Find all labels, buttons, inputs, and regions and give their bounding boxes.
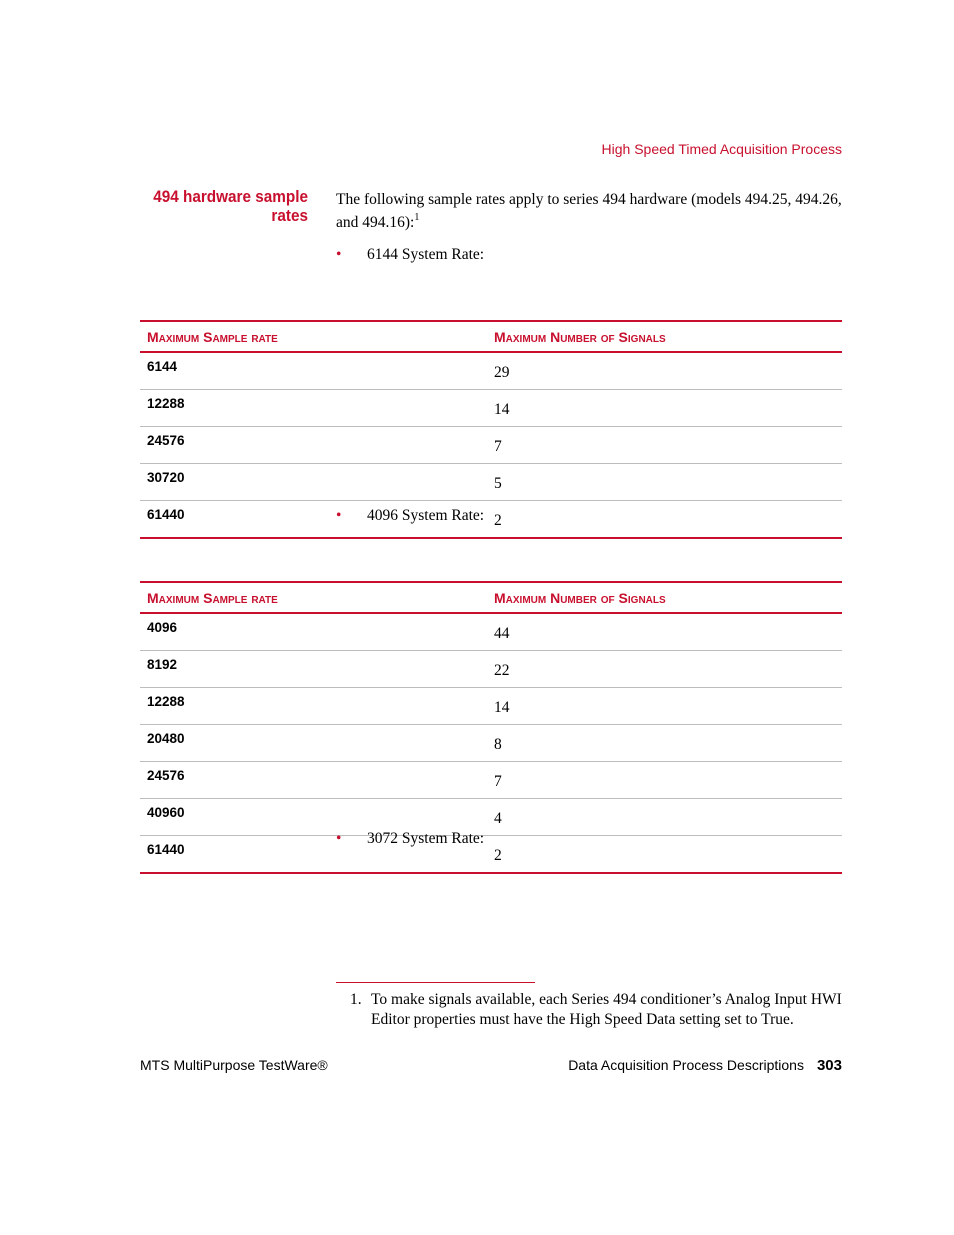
footer-product-name: MTS MultiPurpose TestWare® (140, 1057, 328, 1073)
sample-rate-cell: 24576 (140, 762, 487, 799)
sample-rate-cell: 40960 (140, 799, 487, 836)
bullet-6144-system-rate (336, 245, 484, 265)
footnote-text: To make signals available, each Series 494 conditioner’s Analog Input HWI Editor properties must have the High Speed Data setting set to True. (371, 991, 842, 1028)
sample-rate-cell: 61440 (147, 507, 185, 522)
column-header-max-sample-rate: Maximum Sample rate (140, 321, 487, 352)
sample-rate-cell: 12288 (140, 688, 487, 725)
signal-count-cell: 4 (487, 799, 842, 836)
sample-rate-cell: 24576 (140, 427, 487, 464)
table-row (140, 836, 842, 874)
bullet-label: 3072 System Rate: (367, 830, 485, 847)
footnote-reference[interactable]: 1 (414, 211, 420, 223)
table-row (140, 762, 842, 799)
signal-count-cell: 2 (494, 846, 502, 864)
sample-rate-cell: 20480 (140, 725, 487, 762)
footnote (350, 990, 850, 1030)
column-header-max-number-of-signals: Maximum Number of Signals (487, 582, 842, 613)
table-header-row (140, 321, 842, 352)
table-row (140, 352, 842, 390)
signal-count-cell: 2 (494, 511, 502, 529)
footer-chapter-title: Data Acquisition Process Descriptions (568, 1057, 804, 1073)
section-heading-line2: rates (271, 206, 308, 225)
sample-rate-cell: 61440 (147, 842, 185, 857)
footer-right (568, 1057, 842, 1074)
table-row (140, 501, 842, 539)
bullet-marker: • (336, 830, 342, 847)
rate-table-4096 (140, 581, 842, 874)
signal-count-cell: 5 (487, 464, 842, 501)
footnote-number: 1. (350, 991, 362, 1008)
signal-count-cell: 7 (487, 762, 842, 799)
sample-rate-cell: 8192 (140, 651, 487, 688)
sample-rate-cell: 6144 (140, 352, 487, 390)
signal-count-cell: 44 (487, 613, 842, 651)
table-row (140, 725, 842, 762)
table-row (140, 390, 842, 427)
table-row (140, 688, 842, 725)
intro-text: The following sample rates apply to series 494 hardware (models 494.25, 494.26, and 494.16): (336, 191, 842, 231)
section-heading (130, 187, 308, 225)
table-header-row (140, 582, 842, 613)
signal-count-cell: 14 (487, 688, 842, 725)
page-number: 303 (816, 1057, 842, 1074)
sample-rate-cell: 30720 (140, 464, 487, 501)
signal-count-cell: 8 (487, 725, 842, 762)
signal-count-cell: 22 (487, 651, 842, 688)
intro-paragraph (336, 188, 846, 234)
footnote-divider (336, 982, 535, 983)
signal-count-cell: 29 (487, 352, 842, 390)
signal-count-cell: 7 (487, 427, 842, 464)
rate-table-6144 (140, 320, 842, 539)
table-row (140, 427, 842, 464)
bullet-label: 6144 System Rate: (367, 246, 485, 263)
table-row (140, 651, 842, 688)
table-row (140, 613, 842, 651)
bullet-4096-system-rate (336, 506, 484, 526)
column-header-max-sample-rate: Maximum Sample rate (140, 582, 487, 613)
signal-count-cell: 14 (487, 390, 842, 427)
bullet-marker: • (336, 507, 342, 524)
bullet-marker: • (336, 246, 342, 263)
section-heading-line1: 494 hardware sample (153, 187, 308, 206)
sample-rate-cell: 4096 (140, 613, 487, 651)
sample-rate-cell: 12288 (140, 390, 487, 427)
table-row (140, 799, 842, 836)
running-header: High Speed Timed Acquisition Process (601, 141, 842, 157)
bullet-label: 4096 System Rate: (367, 507, 485, 524)
column-header-max-number-of-signals: Maximum Number of Signals (487, 321, 842, 352)
table-row (140, 464, 842, 501)
bullet-3072-system-rate (336, 829, 484, 849)
